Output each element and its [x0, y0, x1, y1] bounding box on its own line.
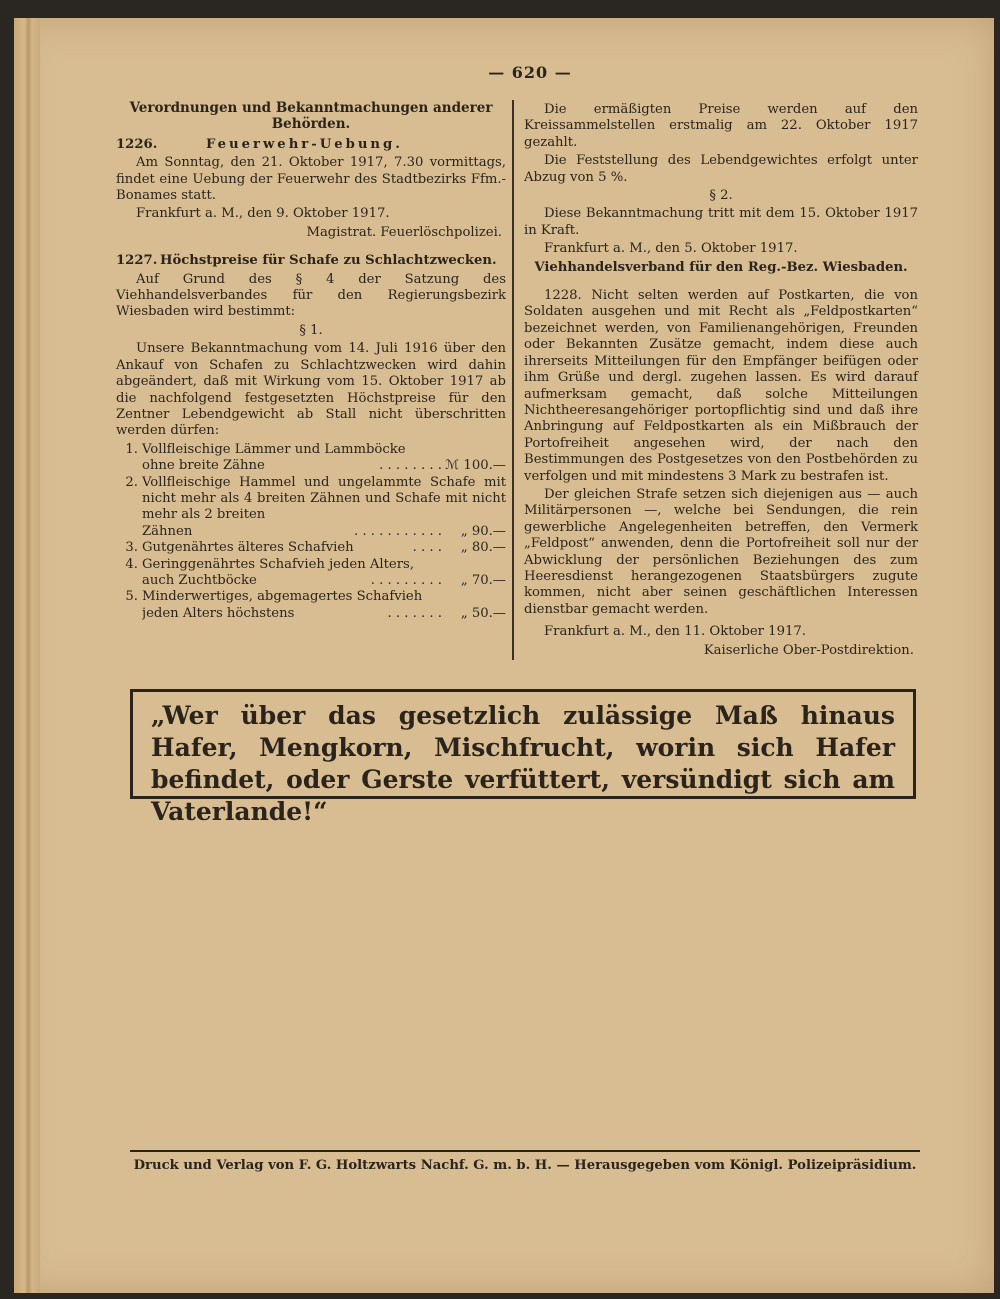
item-description: Vollfleischige Hammel und ungelammte Schafe mit nicht mehr als 4 breiten Zähnen und Schafe mit nicht mehr als 2 breiten — [142, 474, 506, 523]
price-list — [116, 442, 506, 622]
notice-1227-title — [116, 253, 506, 269]
notice-1227-section-1: § 1. — [299, 322, 323, 338]
footer-rule — [130, 1150, 920, 1152]
notice-number: 1228. — [544, 288, 582, 304]
notice-title: Feuerwehr-Uebung. — [206, 136, 403, 152]
notice-1226-text: Am Sonntag, den 21. Oktober 1917, 7.30 vormittags, findet eine Uebung der Feuerwehr des Stadtbezirks Ffm.-Bonames statt. — [116, 155, 506, 204]
item-price: „ 70.— — [460, 572, 506, 588]
left-column — [116, 100, 506, 622]
notice-1226-signature: Magistrat. Feuerlöschpolizei. — [306, 224, 502, 240]
leader-dots: . . . . . . . . — [379, 458, 442, 474]
leader-dots: . . . . . . . . . . . — [353, 523, 442, 539]
price-list-item: 1. Vollfleischige Lämmer und Lammböcke ohne breite Zähne . . . . . . . . ℳ 100.— — [125, 441, 506, 474]
page-number: — 620 — — [488, 63, 572, 82]
imprint-footer: Druck und Verlag von F. G. Holtzwarts Nachf. G. m. b. H. — Herausgegeben vom Königl. Polizeipräsidium. — [133, 1158, 917, 1173]
notice-1227-text: Unsere Bekanntmachung vom 14. Juli 1916 über den Ankauf von Schafen zu Schlachtzwecken wird dahin abgeändert, daß mit Wirkung vom 15. Oktober 1917 ab die nachfolgend festgesetzten Höchstpreise für den Zentner Lebendgewicht ab Stall nicht überschritten werden dürfen: — [116, 341, 506, 439]
item-price: „ 50.— — [460, 605, 506, 621]
notice-number: 1226. — [116, 136, 158, 152]
leader-dots: . . . . . . . . . — [370, 572, 442, 588]
section-heading: Verordnungen und Bekanntmachungen anderer Behörden. — [129, 100, 493, 133]
item-description: Geringgenährtes Schafvieh jeden Alters, — [142, 556, 415, 572]
leader-dots: . . . . . . . — [387, 605, 442, 621]
notice-1227-section-2: § 2. — [709, 188, 733, 204]
notice-title: Höchstpreise für Schafe zu Schlachtzwecken. — [160, 253, 497, 269]
item-price: ℳ 100.— — [445, 458, 506, 474]
notice-1227-effective-text: Diese Bekanntmachung tritt mit dem 15. Oktober 1917 in Kraft. — [524, 206, 918, 238]
notice-1227-weight-text: Die Feststellung des Lebendgewichtes erfolgt unter Abzug von 5 %. — [524, 153, 918, 185]
patriotic-quote-box: „Wer über das gesetzlich zulässige Maß hinaus Hafer, Mengkorn, Mischfrucht, worin sich Hafer befindet, oder Gerste verfüttert, versündigt sich am Vaterlande!“ — [130, 689, 916, 799]
notice-1228-text-2: Der gleichen Strafe setzen sich diejenigen aus — auch Militärpersonen —, welche bei Sendungen, die rein gewerbliche Angelegenheiten betreffen, den Vermerk „Feldpost“ anwenden, denn die Portofreiheit soll nur der Abwicklung der persönlichen Beziehungen des zum Heeresdienst herangezogenen Staatsbürgers zugute kommen, nicht aber seinen geschäftlichen Interessen dienstbar gemacht werden. — [524, 486, 918, 617]
item-price: „ 80.— — [460, 540, 506, 556]
column-divider — [512, 100, 514, 660]
notice-1227-intro: Auf Grund des § 4 der Satzung des Viehhandelsverbandes für den Regierungsbezirk Wiesbaden wird bestimmt: — [116, 271, 506, 320]
price-list-item: 5. Minderwertiges, abgemagertes Schafvieh jeden Alters höchstens . . . . . . . „ 50.— — [125, 589, 506, 621]
notice-number: 1227. — [116, 253, 158, 269]
leader-dots: . . . . — [412, 540, 442, 556]
binding-spine — [14, 18, 40, 1293]
notice-1226-place-date: Frankfurt a. M., den 9. Oktober 1917. — [136, 206, 390, 222]
notice-1228-text: 1228. Nicht selten werden auf Postkarten, die von Soldaten ausgehen und mit Recht als „Feldpostkarten“ bezeichnet werden, von Familienangehörigen, Freunden oder Bekannten Zusätze gemacht, indem diese auch ihrerseits Mitteilungen für den Empfänger beifügen oder ihm Grüße und dergl. zugehen lassen. Es wird darauf aufmerksam gemacht, daß solche Mitteilungen Nichtheeresangehöriger portopflichtig sind und daß ihre Anbringung auf Feldpostkarten als ein Mißbrauch der Portofreiheit angesehen wird, der nach den Bestimmungen des Postgesetzes von den Postbehörden zu verfolgen und mit mindestens 3 Mark zu bestrafen ist. — [524, 288, 918, 484]
price-list-item: 2. Vollfleischige Hammel und ungelammte Schafe mit nicht mehr als 4 breiten Zähnen und Schafe mit nicht mehr als 2 breiten Zähnen . . . . . . . . . . . „ 90.— — [125, 474, 506, 539]
item-description: Vollfleischige Lämmer und Lammböcke — [142, 441, 406, 457]
price-list-item: 3. Gutgenährtes älteres Schafvieh . . . . „ 80.— — [125, 540, 506, 556]
notice-1226-title — [116, 137, 506, 153]
notice-1228-signature: Kaiserliche Ober-Postdirektion. — [703, 642, 914, 658]
notice-1227-continued-text: Die ermäßigten Preise werden auf den Kreissammelstellen erstmalig am 22. Oktober 1917 gezahlt. — [524, 102, 918, 150]
notice-1227-signature: Viehhandelsverband für den Reg.-Bez. Wiesbaden. — [534, 259, 908, 275]
notice-1228-place-date: Frankfurt a. M., den 11. Oktober 1917. — [544, 624, 806, 640]
item-description: Minderwertiges, abgemagertes Schafvieh — [142, 589, 423, 605]
price-list-item: 4. Geringgenährtes Schafvieh jeden Alters, auch Zuchtböcke . . . . . . . . . „ 70.— — [125, 556, 506, 588]
right-column — [524, 100, 918, 659]
notice-1227-place-date: Frankfurt a. M., den 5. Oktober 1917. — [544, 241, 798, 257]
item-price: „ 90.— — [460, 523, 506, 539]
